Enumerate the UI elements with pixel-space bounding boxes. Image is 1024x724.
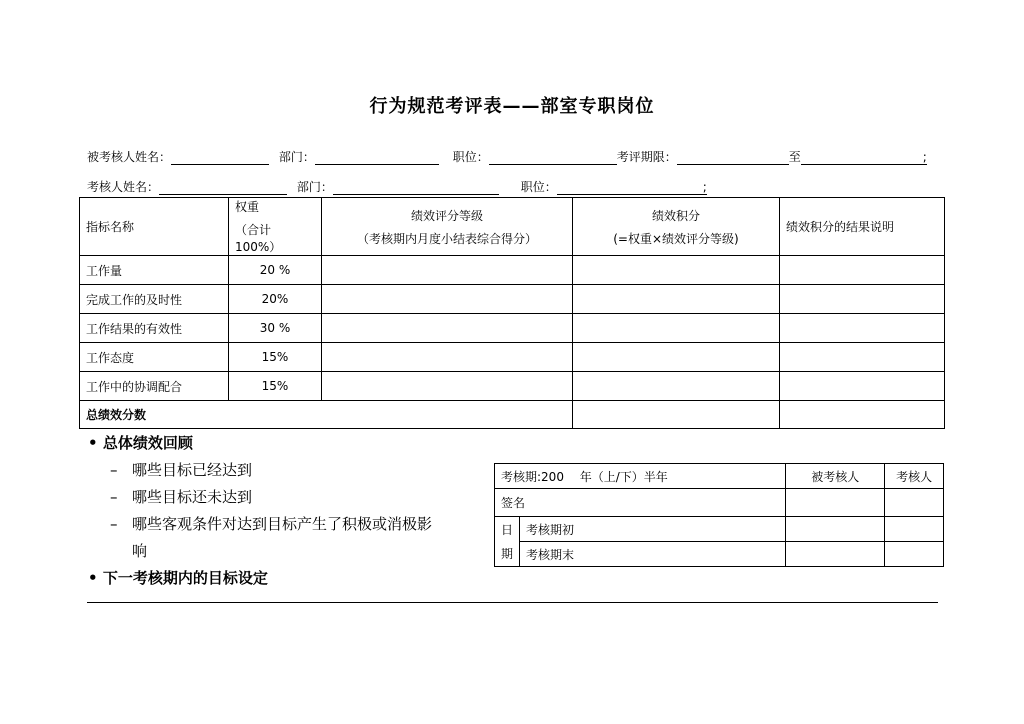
- sign-label: 签名: [495, 489, 786, 517]
- header-score: [573, 198, 780, 256]
- dash-mark: –: [110, 515, 118, 533]
- page-title: 行为规范考评表——部室专职岗位: [369, 96, 655, 117]
- total-explain-cell[interactable]: [780, 401, 945, 429]
- row-explain-cell[interactable]: [780, 285, 945, 314]
- row-explain-cell[interactable]: [780, 372, 945, 401]
- next-title: • 下一考核期内的目标设定: [88, 569, 268, 587]
- review-title: • 总体绩效回顾: [88, 434, 193, 452]
- row-indicator-name: 完成工作的及时性: [80, 285, 229, 314]
- assessee-name-field[interactable]: [171, 150, 269, 165]
- assessor-position-label: 职位：: [520, 180, 557, 194]
- assessor-start-cell[interactable]: [885, 517, 944, 542]
- period-end-field[interactable]: [801, 150, 923, 165]
- date-char-2: 期: [495, 542, 520, 567]
- header-grade-sub: （考核期内月度小结表综合得分）: [356, 231, 537, 246]
- row-indicator-name: 工作态度: [80, 343, 229, 372]
- assessor-dept-label: 部门：: [296, 180, 333, 194]
- row-grade-cell[interactable]: [322, 343, 573, 372]
- header-score-sub: (=权重×绩效评分等级): [613, 231, 739, 246]
- assessor-name-label: 考核人姓名：: [87, 180, 160, 194]
- review-title-text: 总体绩效回顾: [102, 434, 193, 452]
- row-indicator-name: 工作量: [80, 256, 229, 285]
- row-explain-cell[interactable]: [780, 314, 945, 343]
- assessee-sign-cell[interactable]: [786, 489, 885, 517]
- table-row: [80, 343, 945, 372]
- list-item-text: 哪些目标还未达到: [132, 488, 253, 506]
- header-row: [80, 198, 945, 256]
- assessor-name-field[interactable]: [159, 180, 287, 195]
- row-score-cell[interactable]: [573, 256, 780, 285]
- date-end-row: [495, 542, 944, 567]
- assessor-dept-field[interactable]: [333, 180, 499, 195]
- row-grade-cell[interactable]: [322, 256, 573, 285]
- row-score-cell[interactable]: [573, 372, 780, 401]
- assessee-dept-label: 部门：: [278, 150, 315, 164]
- period-start-field[interactable]: [677, 150, 789, 165]
- sign-assessee: 被考核人: [786, 464, 885, 489]
- row-explain-cell[interactable]: [780, 343, 945, 372]
- header-grade-label: 绩效评分等级: [410, 208, 483, 223]
- assessee-info-row: [87, 148, 927, 165]
- assessor-position-field[interactable]: [557, 180, 703, 195]
- header-weight-sub: （合计 100%）: [235, 223, 282, 254]
- row-indicator-name: 工作中的协调配合: [80, 372, 229, 401]
- row-weight: 15%: [229, 372, 322, 401]
- bottom-divider: [87, 602, 938, 603]
- assessor-end-cell[interactable]: [885, 542, 944, 567]
- sign-assessor: 考核人: [885, 464, 944, 489]
- sign-header-row: [495, 464, 944, 489]
- list-item: [88, 457, 488, 484]
- row-score-cell[interactable]: [573, 343, 780, 372]
- header-explain: 绩效积分的结果说明: [780, 198, 945, 256]
- row-explain-cell[interactable]: [780, 256, 945, 285]
- signature-table: [494, 463, 944, 567]
- total-label: 总绩效分数: [80, 401, 573, 429]
- row-score-cell[interactable]: [573, 314, 780, 343]
- assessee-start-cell[interactable]: [786, 517, 885, 542]
- table-row: [80, 256, 945, 285]
- row-weight: 20 %: [229, 256, 322, 285]
- date-start-row: [495, 517, 944, 542]
- dash-mark: –: [110, 461, 118, 479]
- header-score-label: 绩效积分: [651, 208, 700, 223]
- list-item: [88, 484, 488, 511]
- assessor-info-row: [87, 178, 707, 195]
- evaluation-table: [79, 197, 945, 429]
- row-score-cell[interactable]: [573, 285, 780, 314]
- list-item: [88, 511, 488, 538]
- row1-end-mark: ;: [922, 150, 927, 164]
- header-weight-label: 权重: [235, 200, 260, 214]
- row-grade-cell[interactable]: [322, 285, 573, 314]
- sign-period: 考核期:200 年（上/下）半年: [495, 464, 786, 489]
- period-end-label: 考核期末: [520, 542, 786, 567]
- period-label: 考评期限：: [616, 150, 677, 164]
- header-grade: [322, 198, 573, 256]
- dash-mark: –: [110, 488, 118, 506]
- assessee-position-field[interactable]: [489, 150, 617, 165]
- assessee-dept-field[interactable]: [315, 150, 439, 165]
- list-item-text: 哪些目标已经达到: [132, 461, 253, 479]
- header-indicator: 指标名称: [80, 198, 229, 256]
- table-row: [80, 314, 945, 343]
- row-weight: 20%: [229, 285, 322, 314]
- assessor-sign-cell[interactable]: [885, 489, 944, 517]
- sign-row: [495, 489, 944, 517]
- table-row: [80, 372, 945, 401]
- period-start-label: 考核期初: [520, 517, 786, 542]
- date-char-1: 日: [495, 517, 520, 542]
- total-score-cell[interactable]: [573, 401, 780, 429]
- row-weight: 15%: [229, 343, 322, 372]
- list-item-text: 哪些客观条件对达到目标产生了积极或消极影: [132, 515, 433, 533]
- row-weight: 30 %: [229, 314, 322, 343]
- assessee-end-cell[interactable]: [786, 542, 885, 567]
- row-indicator-name: 工作结果的有效性: [80, 314, 229, 343]
- total-row: [80, 401, 945, 429]
- header-weight: [229, 198, 322, 256]
- period-to-label: 至: [788, 150, 801, 164]
- list-item-continuation: 响: [132, 542, 148, 560]
- assessee-position-label: 职位：: [452, 150, 489, 164]
- row-grade-cell[interactable]: [322, 314, 573, 343]
- assessee-name-label: 被考核人姓名：: [87, 150, 172, 164]
- row-grade-cell[interactable]: [322, 372, 573, 401]
- review-bullets: [88, 430, 488, 592]
- table-row: [80, 285, 945, 314]
- row2-end-mark: ;: [702, 180, 707, 194]
- next-title-text: 下一考核期内的目标设定: [102, 569, 268, 587]
